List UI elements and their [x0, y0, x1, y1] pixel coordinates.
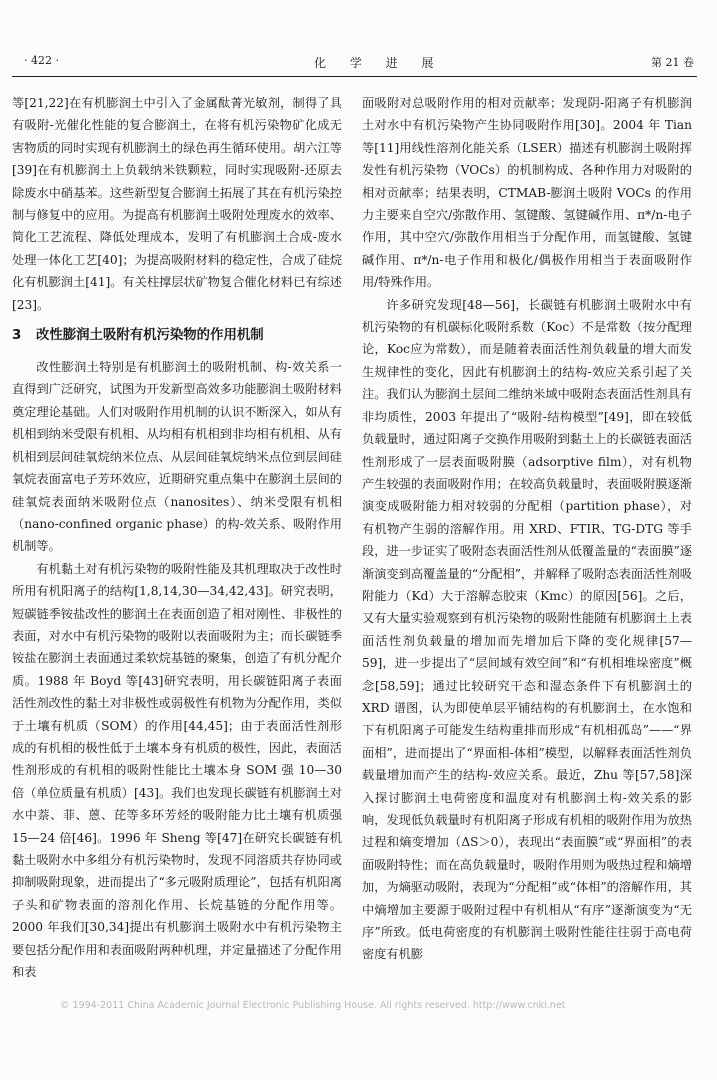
paragraph-mechanism-overview: 改性膨润土特别是有机膨润土的吸附机制、构-效关系一直得到广泛研究，试图为开发新型高效多功能膨润土吸附材料奠定理论基础。人们对吸附作用机制的认识不断深入，如从有机相到纳米受限有机相、从均相有机相到非均相有机相、从有机相到层间硅氧烷纳米位点、从层间硅氧烷纳米点位到层间硅氧烷表面富电子芳环效应，近期研究重点集中在膨润土层间的硅氧烷表面纳米吸附位点（nanosites）、纳米受限有机相（nano-confined organic phase）的构-效关系、吸附作用机制等。	[12, 360, 342, 554]
paragraph-structure-effect: 许多研究发现[48—56]，长碳链有机膨润土吸附水中有机污染物的有机碳标化吸附系数（Koc）不是常数（按分配理论，Koc应为常数），而是随着表面活性剂负载量的增大而发生规律性的变化，因此有机膨润土的结构-效应关系引起了关注。我们认为膨润土层间二维纳米域中吸附态表面活性剂具有非均质性，2003 年提出了“吸附-结构模型”[49]，即在较低负载量时，通过阳离子交换作用吸附到黏土上的长碳链表面活性剂形成了一层表面吸附膜（adsorptive film），对有机物产生较强的表面吸附作用；在较高负载量时，表面吸附膜逐渐演变成吸附能力相对较弱的分配相（partition phase），对有机物产生弱的溶解作用。用 XRD、FTIR、TG-DTG 等手段，进一步证实了吸附态表面活性剂从低覆盖量的“表面膜”逐渐演变到高覆盖量的“分配相”，并解释了吸附态表面活性剂吸附能力（Kd）大于溶解态胶束（Kmc）的原因[56]。之后，又有大量实验观察到有机污染物的吸附性能随有机膨润土上表面活性剂负载量的增加而先增加后下降的变化规律[57—59]，进一步提出了“层间域有效空间”和“有机相堆垛密度”概念[58,59]；通过比较研究干态和湿态条件下有机膨润土的 XRD 谱图，认为即使单层平铺结构的有机膨润土，在水饱和下有机阳离子可能发生结构重排而形成“有机相孤岛”——“界面相”，进而提出了“界面相-体相”模型，以解释表面活性剂负载量增加而产生的结构-效应关系。最近，Zhu 等[57,58]深入探讨膨润土电荷密度和温度对有机膨润土构-效关系的影响，发现低负载量时有机阳离子形成有机相的吸附作用为放热过程和熵变增加（ΔS＞0），表现出“表面膜”或“界面相”的表面吸附特性；而在高负载量时，吸附作用则为吸热过程和熵增加，为熵驱动吸附，表现为“分配相”或“体相”的溶解作用，其中熵增加主要源于吸附过程中有机相从“有序”逐渐演变为“无序”所致。低电荷密度的有机膨润土吸附性能往往弱于高电荷密度有机膨	[362, 297, 692, 962]
section-number: 3	[12, 328, 22, 344]
copyright-watermark: © 1994-2011 China Academic Journal Electronic Publishing House. All rights reserved. http://www.cnki.net	[60, 1000, 566, 1011]
right-column	[362, 92, 692, 966]
header-rule	[12, 76, 697, 77]
section-title: 改性膨润土吸附有机污染物的作用机制	[36, 328, 264, 344]
paragraph-lser: 面吸附对总吸附作用的相对贡献率；发现阴-阳离子有机膨润土对水中有机污染物产生协同吸附作用[30]。2004 年 Tian 等[11]用线性溶剂化能关系（LSER）描述有机膨润土吸附挥发性有机污染物（VOCs）的机制构成、各种作用力对吸附的相对贡献率；结果表明，CTMAB-膨润土吸附 VOCs 的作用力主要来自空穴/弥散作用、氢键酸、氢键碱作用、π*/n-电子作用，其中空穴/弥散作用相当于分配作用，而氢键酸、氢键碱作用、π*/n-电子作用和极化/偶极作用相当于表面吸附作用/特殊作用。	[362, 96, 692, 290]
page-number: · 422 ·	[24, 54, 59, 67]
section-heading	[12, 325, 342, 347]
paragraph-intro: 等[21,22]在有机膨润土中引入了金属酞菁光敏剂，制得了具有吸附-光催化性能的复合膨润土，在将有机污染物矿化成无害物质的同时实现有机膨润土的绿色再生循环使用。胡六江等[39]在有机膨润土上负载纳米铁颗粒，同时实现吸附-还原去除废水中硝基苯。这些新型复合膨润土拓展了其在有机污染控制与修复中的应用。为提高有机膨润土吸附处理废水的效率、简化工艺流程、降低处理成本，发明了有机膨润土合成-废水处理一体化工艺[40]；为提高吸附材料的稳定性，合成了硅烷化有机膨润土[41]。有关柱撑层状矿物复合催化材料已有综述[23]。	[12, 96, 342, 312]
paragraph-cation-structure: 有机黏土对有机污染物的吸附性能及其机理取决于改性时所用有机阳离子的结构[1,8,14,30—34,42,43]。研究表明，短碳链季铵盐改性的膨润土在表面创造了相对刚性、非极性的表面，对水中有机污染物的吸附以表面吸附为主；而长碳链季铵盐在膨润土表面通过柔软烷基链的聚集，创造了有机分配介质。1988 年 Boyd 等[43]研究表明，用长碳链阳离子表面活性剂改性的黏土对非极性或弱极性有机物为分配作用，类似于土壤有机质（SOM）的作用[44,45]；由于表面活性剂形成的有机相的极性低于土壤本身有机质的极性，因此，表面活性剂形成的有机相的吸附性能比土壤本身 SOM 强 10—30 倍（单位质量有机质）[43]。我们也发现长碳链有机膨润土对水中萘、菲、蒽、芘等多环芳烃的吸附能力比土壤有机质强 15—24 倍[46]。1996 年 Sheng 等[47]在研究长碳链有机黏土吸附水中多组分有机污染物时，发现不同溶质共存协同或抑制吸附现象，进而提出了“多元吸附质理论”，包括有机阳离子头和矿物表面的溶剂化作用、长烷基链的分配作用等。2000 年我们[30,34]提出有机膨润土吸附水中有机污染物主要包括分配作用和表面吸附两种机理，并定量描述了分配作用和表	[12, 561, 342, 980]
running-head	[24, 54, 694, 72]
volume-label: 第 21 卷	[651, 56, 694, 69]
left-column	[12, 92, 342, 983]
journal-title: 化 学 进 展	[314, 56, 444, 70]
